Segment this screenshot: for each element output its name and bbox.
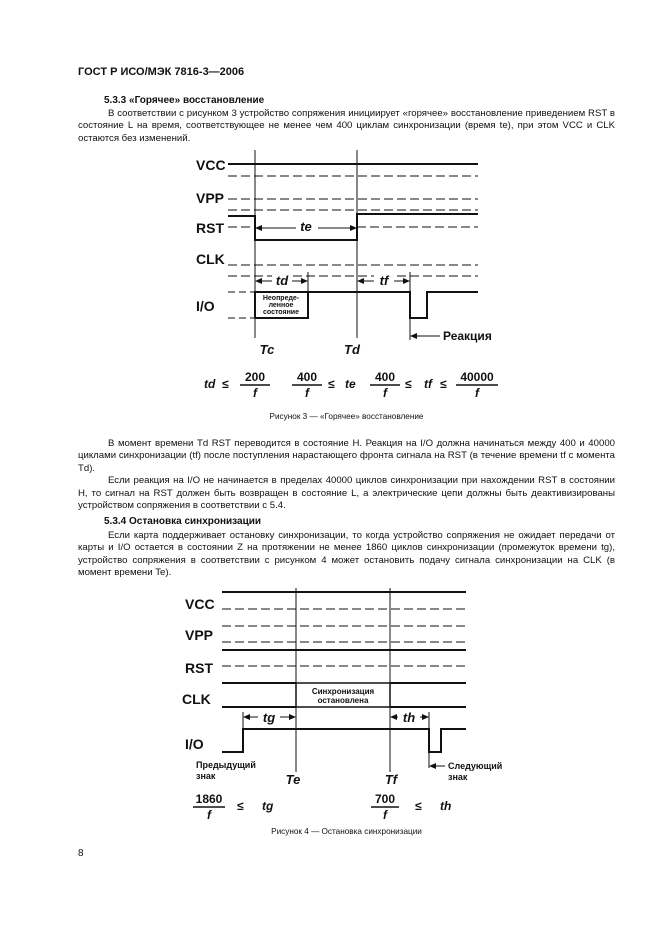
previous-char-line-2: знак — [196, 771, 216, 781]
previous-char-line-1: Предыдущий — [196, 760, 256, 770]
formula-f-1: f — [207, 808, 211, 822]
next-char-line-2: знак — [448, 772, 468, 782]
formula-le-4: ≤ — [440, 377, 447, 391]
time-td-label: td — [275, 273, 289, 288]
section-5-3-3-title: 5.3.3 «Горячее» восстановление — [104, 95, 265, 106]
undefined-state-line-3: состояние — [263, 309, 299, 316]
undefined-state-line-1: Неопреде- — [262, 295, 300, 302]
formula-tg: tg — [262, 799, 274, 813]
paragraph-text: Если реакция на I/O не начинается в пределах 40000 циклов синхронизации при нахождении RST в состоянии H, то сигнал на RST должен быть возвращен в состояние L, а электрические цепи должны быть деактивизированы устройством сопряжения в соответствии с 5.4. — [78, 475, 615, 512]
formula-700: 700 — [374, 792, 396, 806]
section-5-3-4-paragraph — [78, 530, 615, 580]
figure-4-formula — [193, 792, 451, 822]
formula-f-1: f — [253, 386, 257, 400]
signal-label-clk: CLK — [182, 691, 211, 707]
figure-4-caption: Рисунок 4 — Остановка синхронизации — [271, 827, 422, 836]
time-tf-label: tf — [379, 273, 389, 288]
formula-f-2: f — [305, 386, 309, 400]
paragraphs-block-2 — [78, 438, 615, 512]
figure-3-formula — [204, 370, 498, 400]
time-tg-label: tg — [262, 710, 276, 725]
signal-label-io: I/O — [196, 298, 215, 314]
signal-label-rst: RST — [196, 220, 224, 236]
figure-3-timing-diagram — [0, 140, 661, 400]
formula-td: td — [204, 377, 216, 391]
formula-f-2: f — [383, 808, 387, 822]
signal-label-vpp: VPP — [185, 627, 214, 643]
formula-400-1: 400 — [296, 370, 318, 384]
formula-f-3: f — [383, 386, 387, 400]
formula-200: 200 — [244, 370, 266, 384]
time-point-te: Te — [285, 772, 301, 787]
next-char-line-1: Следующий — [448, 761, 503, 771]
paragraph-text: В соответствии с рисунком 3 устройство сопряжения инициирует «горячее» восстановление приведением RST в состояние L на время, соответствующее не менее чем 400 циклам синхронизации (время te), при этом VCC и CLK остаются без изменений. — [78, 108, 615, 144]
time-th-label: th — [402, 710, 416, 725]
time-point-tc: Tc — [259, 342, 275, 357]
figure-3-caption: Рисунок 3 — «Горячее» восстановление — [269, 412, 424, 421]
formula-te: te — [345, 377, 356, 391]
signal-label-vcc: VCC — [185, 596, 215, 612]
formula-le-2: ≤ — [328, 377, 335, 391]
figure-4-timing-diagram — [0, 585, 661, 825]
document-header: ГОСТ Р ИСО/МЭК 7816-3—2006 — [78, 66, 245, 78]
formula-le-1: ≤ — [222, 377, 229, 391]
formula-40000: 40000 — [460, 370, 494, 384]
reaction-label: Реакция — [443, 329, 492, 343]
signal-label-rst: RST — [185, 660, 213, 676]
formula-le-3: ≤ — [405, 377, 412, 391]
paragraph-text: Если карта поддерживает остановку синхронизации, то когда устройство сопряжения не ожидает передачи от карты и I/O остается в состоянии Z на протяжении не менее 1860 циклов синхронизации (промежуток времени tg), устройство сопряжения в соответствии с рисунком 4 может остановить подачу сигнала синхронизации на CLK (в момент времени Te). — [78, 530, 615, 579]
time-point-td: Td — [344, 342, 360, 357]
formula-400-2: 400 — [374, 370, 396, 384]
clock-stopped-line-2: остановлена — [317, 696, 369, 705]
formula-1860: 1860 — [195, 792, 223, 806]
signal-label-vcc: VCC — [196, 157, 226, 173]
signal-label-vpp: VPP — [196, 190, 225, 206]
formula-le-2: ≤ — [415, 799, 422, 813]
undefined-state-line-2: ленное — [268, 302, 294, 309]
formula-le-1: ≤ — [237, 799, 244, 813]
page-number: 8 — [78, 848, 84, 859]
formula-f-4: f — [475, 386, 479, 400]
signal-label-clk: CLK — [196, 251, 225, 267]
section-5-3-4-title: 5.3.4 Остановка синхронизации — [104, 516, 262, 527]
clock-stopped-line-1: Синхронизация — [311, 687, 375, 696]
formula-tf: tf — [424, 377, 432, 391]
paragraph-text: В момент времени Td RST переводится в состояние H. Реакция на I/O должна начинаться между 400 и 40000 циклами синхронизации (tf) после поступления нарастающего фронта сигнала на RST (в течение времени tf с момента Td). — [78, 438, 615, 474]
time-te-label: te — [300, 219, 312, 234]
time-point-tf: Tf — [384, 772, 398, 787]
formula-th: th — [440, 799, 452, 813]
signal-label-io: I/O — [185, 736, 204, 752]
